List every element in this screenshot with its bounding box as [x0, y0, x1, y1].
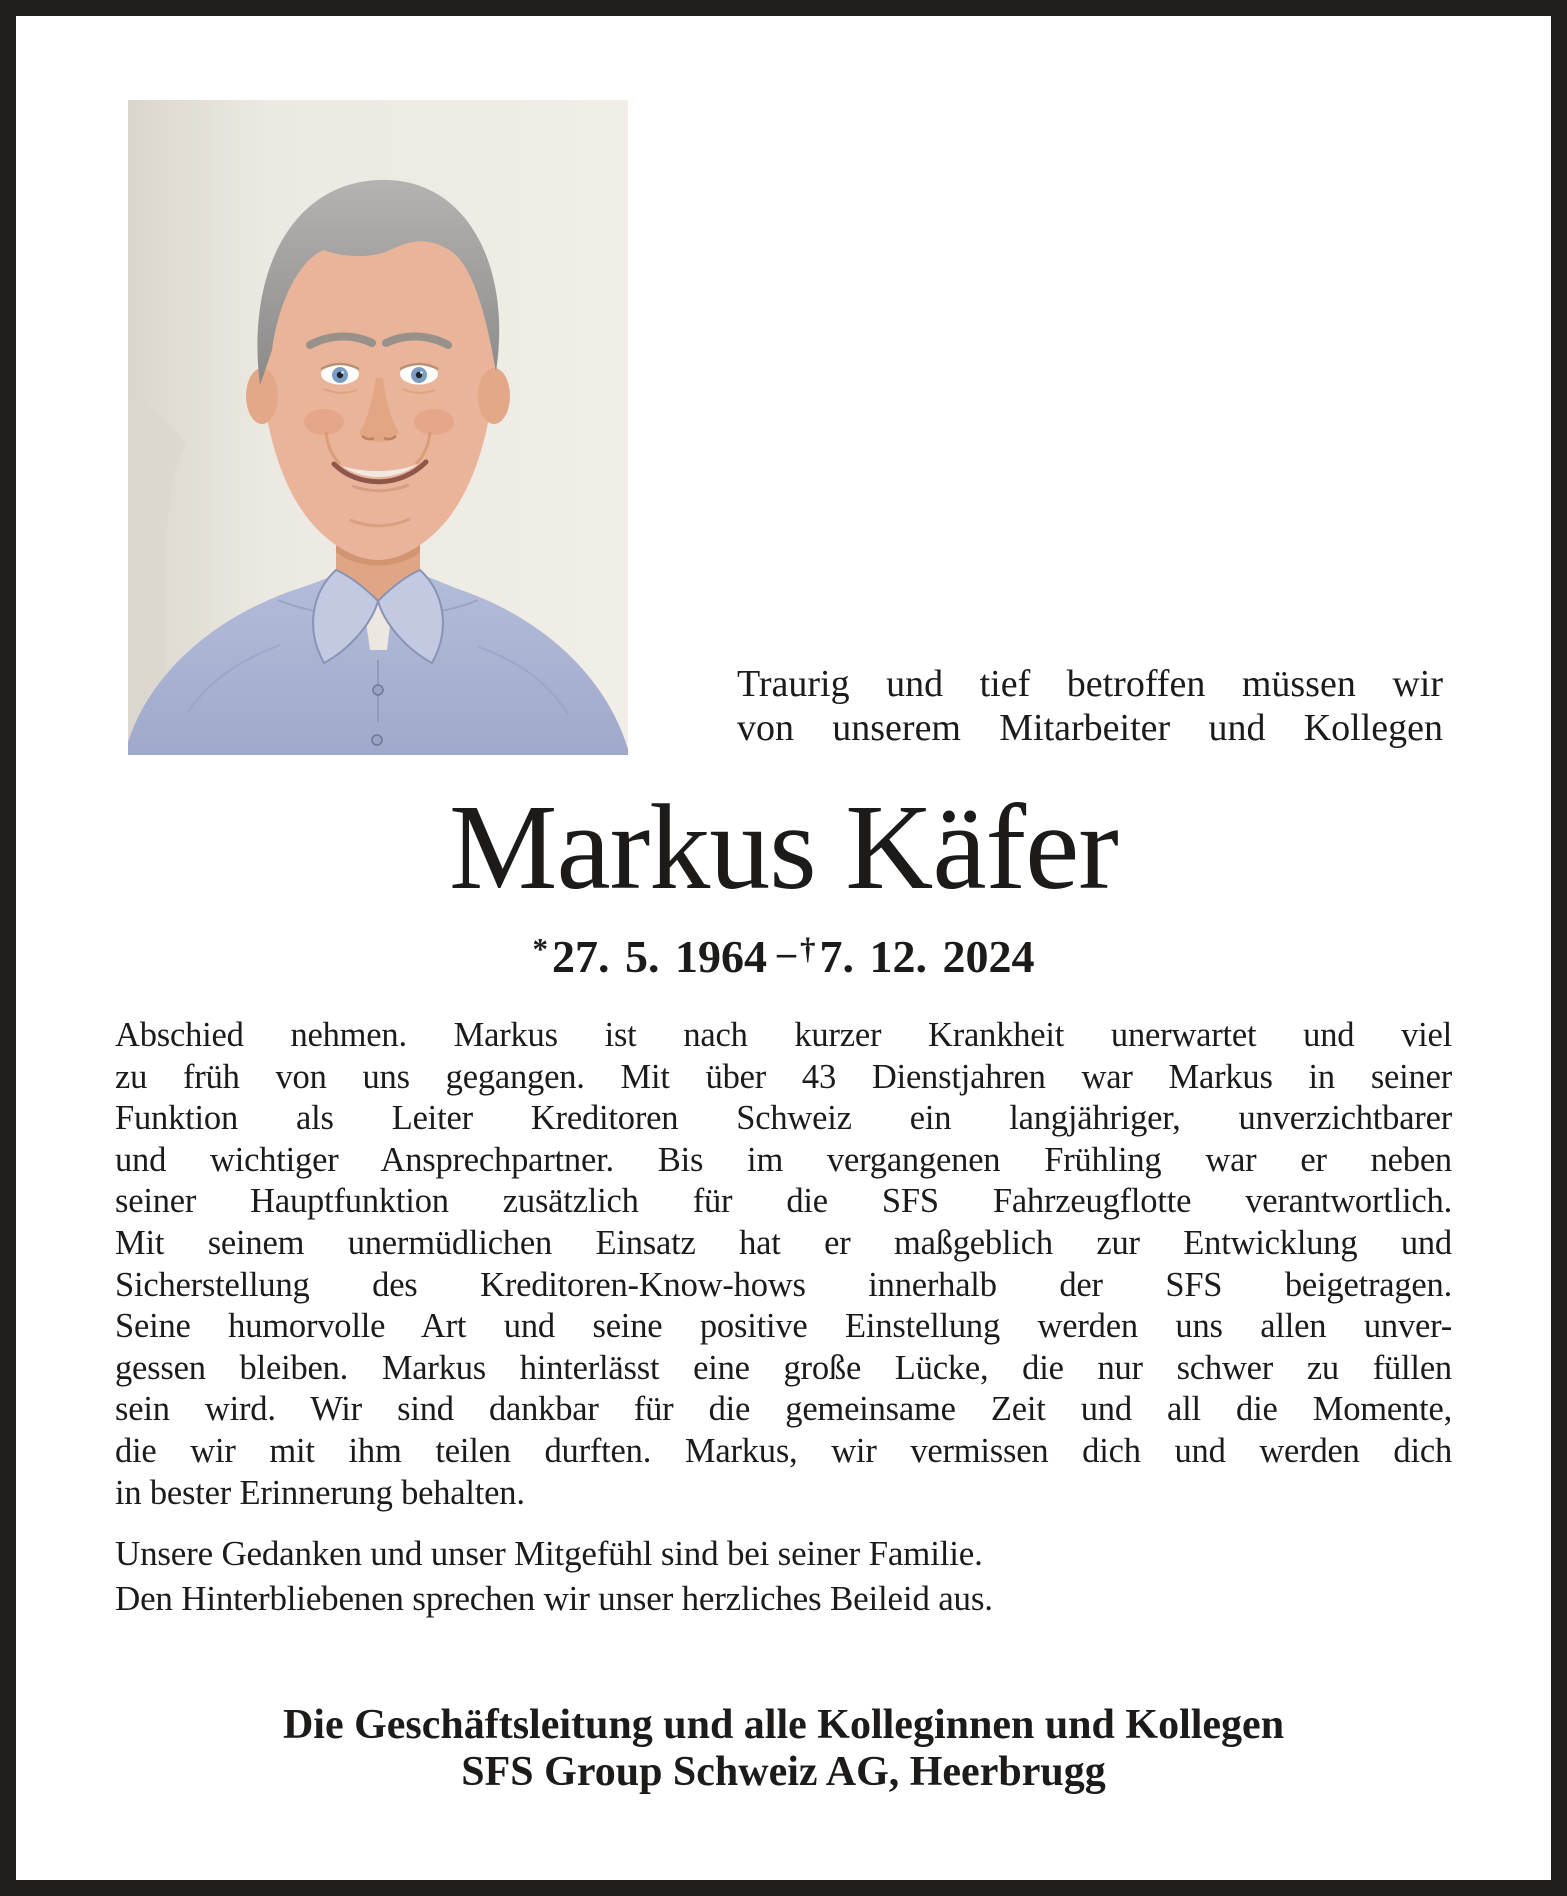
body-line: sein wird. Wir sind dankbar für die gemeinsame Zeit und all die Momente,: [115, 1390, 1452, 1429]
body-line: Abschied nehmen. Markus ist nach kurzer Krankheit unerwartet und viel: [115, 1016, 1452, 1054]
life-dates: [115, 932, 1452, 987]
death-dagger-icon: †: [800, 931, 816, 966]
signature-block: [115, 1702, 1452, 1796]
dates-dash: –: [777, 932, 796, 974]
body-line: Seine humorvolle Art und seine positive Einstellung werden uns allen unver-: [115, 1307, 1452, 1346]
deceased-name: Markus Käfer: [449, 780, 1118, 915]
birth-star-icon: *: [532, 931, 548, 966]
body-line: Sicherstellung des Kreditoren-Know-hows innerhalb der SFS beigetragen.: [115, 1265, 1452, 1304]
intro-line-2: von unserem Mitarbeiter und Kollegen: [737, 707, 1443, 749]
intro-line-1: Traurig und tief betroffen müssen wir: [737, 663, 1443, 705]
body-line: gessen bleiben. Markus hinterlässt eine große Lücke, die nur schwer zu füllen: [115, 1348, 1452, 1387]
obituary-body: [115, 1015, 1452, 1514]
signature-line-2: SFS Group Schweiz AG, Heerbrugg: [461, 1749, 1106, 1795]
body-line: die wir mit ihm teilen durften. Markus, wir vermissen dich und werden dich: [115, 1431, 1452, 1470]
body-line: Mit seinem unermüdlichen Einsatz hat er maßgeblich zur Entwicklung und: [115, 1223, 1452, 1262]
intro-text: [737, 662, 1443, 750]
condolence-line-2: Den Hinterbliebenen sprechen wir unser herzliches Beileid aus.: [115, 1579, 993, 1618]
condolence-line-1: Unsere Gedanken und unser Mitgefühl sind bei seiner Familie.: [115, 1534, 983, 1573]
birth-date: 27. 5. 1964: [552, 931, 767, 982]
body-line: seiner Hauptfunktion zusätzlich für die SFS Fahrzeugflotte verantwortlich.: [115, 1182, 1452, 1221]
death-date: 7. 12. 2024: [819, 931, 1035, 982]
signature-line-1: Die Geschäftsleitung und alle Kolleginnen und Kollegen: [282, 1702, 1285, 1748]
portrait-photo: [128, 100, 628, 755]
condolence-text: [115, 1531, 1452, 1621]
body-line: und wichtiger Ansprechpartner. Bis im vergangenen Frühling war er neben: [115, 1140, 1452, 1179]
body-line: in bester Erinnerung behalten.: [115, 1473, 525, 1512]
body-line: zu früh von uns gegangen. Mit über 43 Dienstjahren war Markus in seiner: [115, 1057, 1452, 1096]
body-line: Funktion als Leiter Kreditoren Schweiz ein langjähriger, unverzichtbarer: [115, 1099, 1452, 1138]
